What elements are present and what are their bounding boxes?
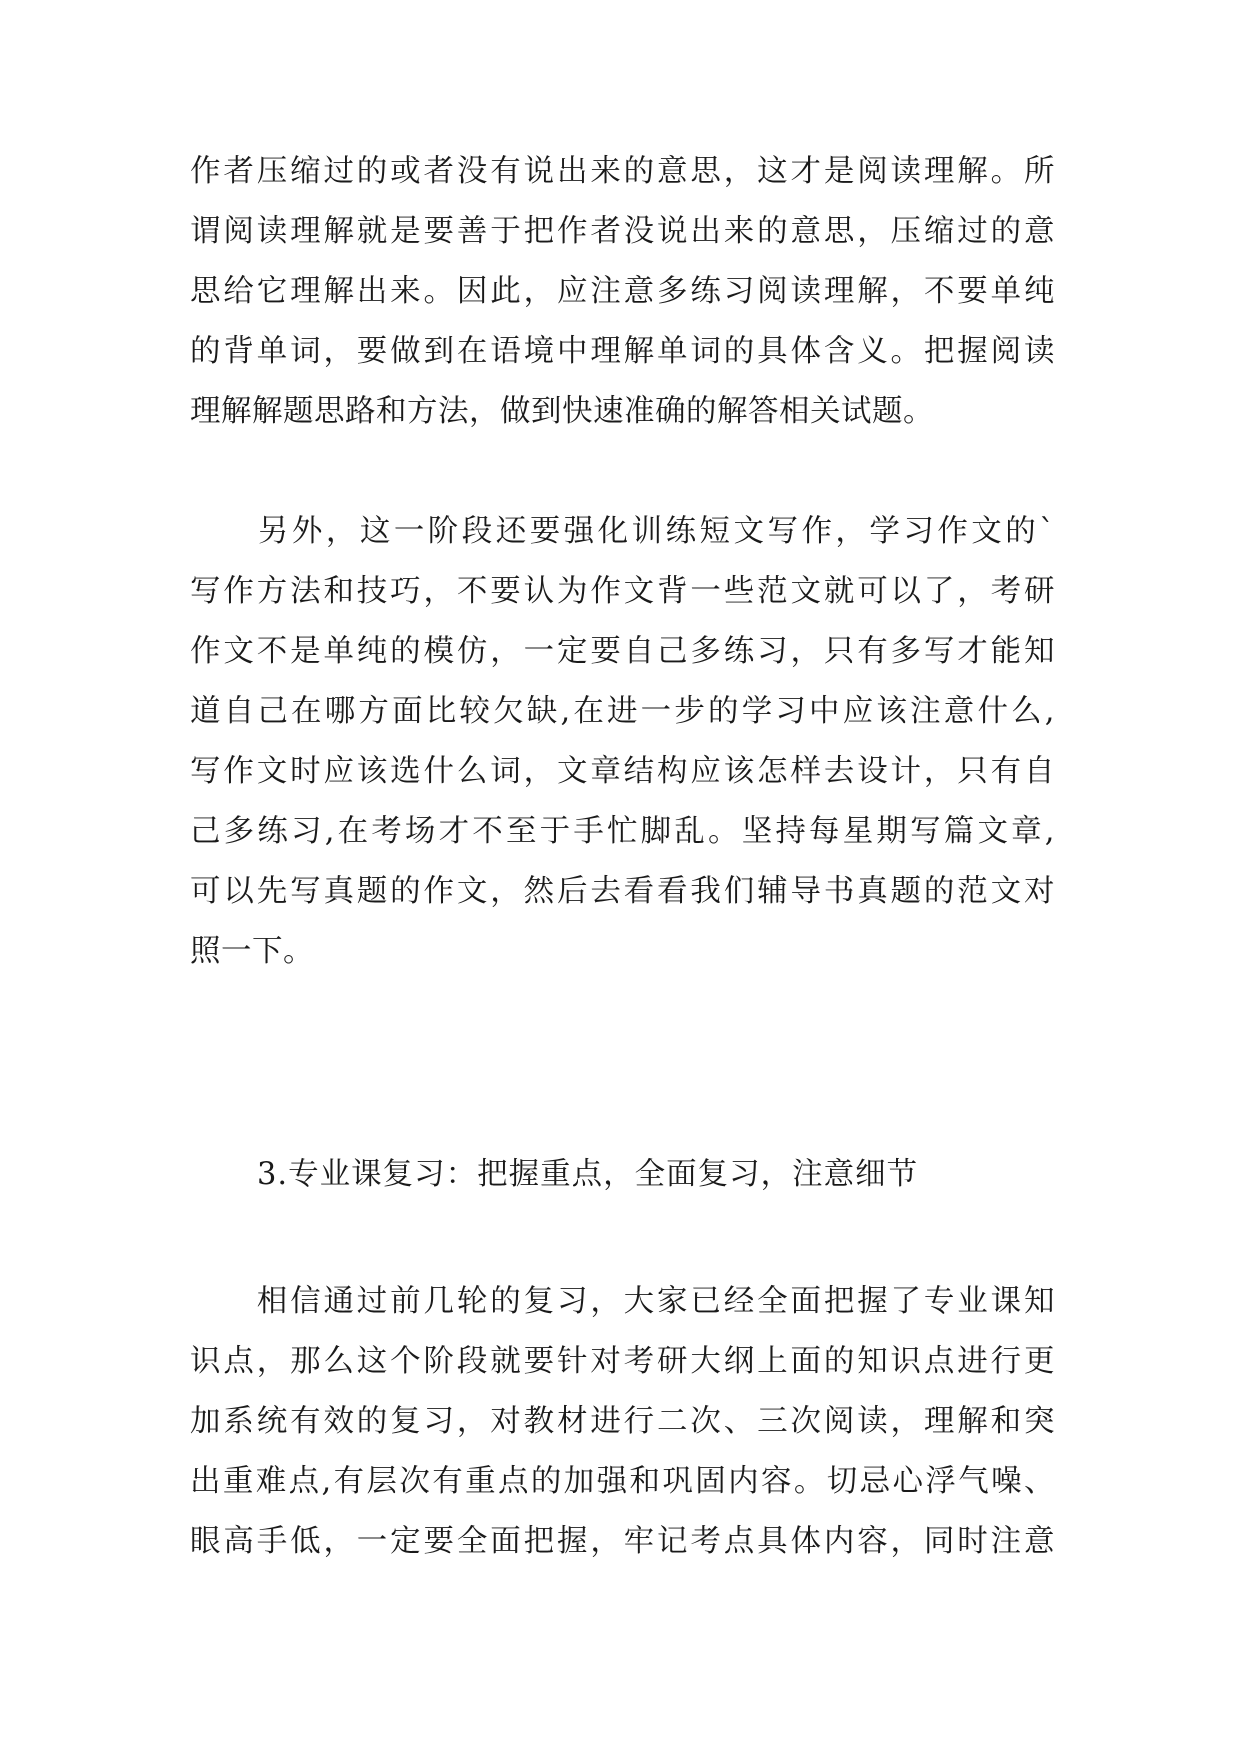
text-line: 己多练习,在考场才不至于手忙脚乱。坚持每星期写篇文章, xyxy=(190,814,1055,849)
text-line: 眼高手低，一定要全面把握，牢记考点具体内容，同时注意 xyxy=(190,1524,1055,1559)
text-line: 作文不是单纯的模仿，一定要自己多练习，只有多写才能知 xyxy=(190,634,1055,669)
text-line: 道自己在哪方面比较欠缺,在进一步的学习中应该注意什么, xyxy=(190,694,1055,729)
text-line: 另外，这一阶段还要强化训练短文写作，学习作文的` xyxy=(190,514,1055,549)
text-line: 加系统有效的复习，对教材进行二次、三次阅读，理解和突 xyxy=(190,1404,1055,1439)
text-line: 识点，那么这个阶段就要针对考研大纲上面的知识点进行更 xyxy=(190,1344,1055,1379)
text-line: 可以先写真题的作文，然后去看看我们辅导书真题的范文对 xyxy=(190,874,1055,909)
text-line: 理解解题思路和方法，做到快速准确的解答相关试题。 xyxy=(190,394,934,429)
paragraph-reading xyxy=(190,142,1055,442)
text-line: 照一下。 xyxy=(190,934,314,969)
text-line: 作者压缩过的或者没有说出来的意思，这才是阅读理解。所 xyxy=(190,154,1055,189)
text-line: 思给它理解出来。因此，应注意多练习阅读理解，不要单纯 xyxy=(190,274,1055,309)
section-heading: 3.专业课复习：把握重点，全面复习，注意细节 xyxy=(257,1157,919,1192)
text-line: 谓阅读理解就是要善于把作者没说出来的意思，压缩过的意 xyxy=(190,214,1055,249)
text-line: 出重难点,有层次有重点的加强和巩固内容。切忌心浮气噪、 xyxy=(190,1464,1055,1499)
paragraph-major-course xyxy=(190,1272,1055,1572)
text-line: 写作方法和技巧，不要认为作文背一些范文就可以了，考研 xyxy=(190,574,1055,609)
text-line: 写作文时应该选什么词，文章结构应该怎样去设计，只有自 xyxy=(190,754,1055,789)
text-line: 的背单词，要做到在语境中理解单词的具体含义。把握阅读 xyxy=(190,334,1055,369)
text-line: 相信通过前几轮的复习，大家已经全面把握了专业课知 xyxy=(190,1284,1055,1319)
paragraph-writing xyxy=(190,502,1055,982)
